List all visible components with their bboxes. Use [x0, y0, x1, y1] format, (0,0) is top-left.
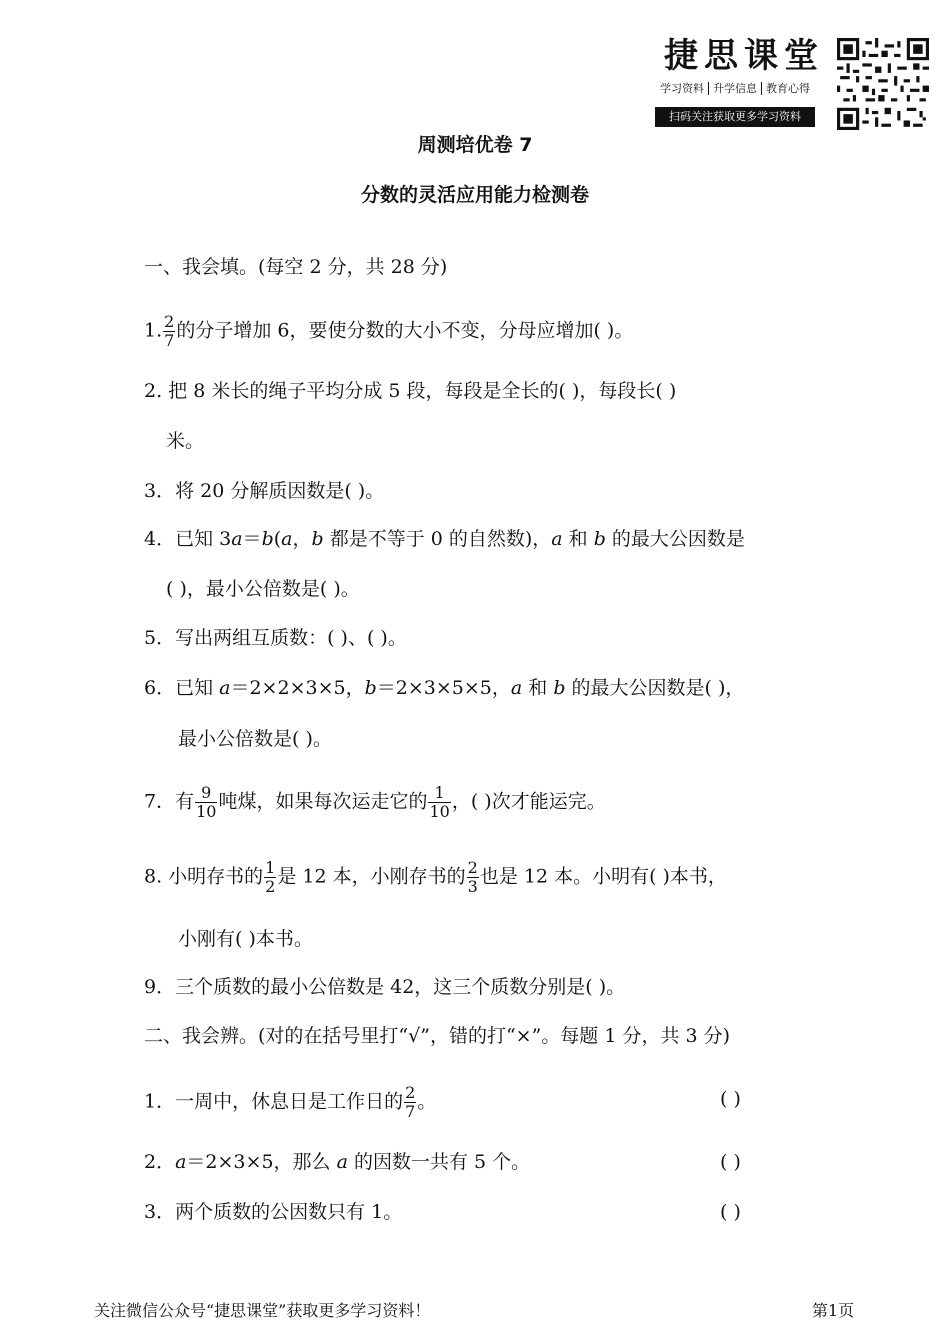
question-8-cont: 小刚有( )本书。 — [178, 928, 313, 950]
section2-heading: 二、我会辨。(对的在括号里打“√”，错的打“×”。每题 1 分，共 3 分) — [144, 1025, 731, 1047]
fraction: $\frac{9}{10}$ — [196, 783, 217, 821]
fraction: $\frac{2}{7}$ — [164, 312, 175, 350]
judge-question-1: 1．一周中，休息日是工作日的 $\frac{2}{7}$ 。 — [144, 1083, 437, 1121]
judge-question-2: 2．a＝2×3×5，那么 a 的因数一共有 5 个。 — [144, 1151, 531, 1173]
question-6: 6．已知 a＝2×2×3×5，b＝2×3×5×5，a 和 b 的最大公因数是( )， — [144, 677, 745, 699]
question-4-cont: ( )，最小公倍数是( )。 — [166, 578, 360, 600]
question-2-cont: 米。 — [166, 430, 205, 452]
brand-tag: 升学信息 — [709, 82, 762, 95]
page-number: 第1页 — [812, 1301, 855, 1320]
section1-heading: 一、我会填。(每空 2 分，共 28 分) — [144, 256, 448, 278]
brand-tags — [656, 80, 814, 96]
question-7: 7．有 $\frac{9}{10}$ 吨煤，如果每次运走它的 $\frac{1}{10}$ ，( )次才能运完。 — [144, 783, 606, 821]
page-subtitle: 分数的灵活应用能力检测卷 — [360, 184, 589, 206]
qr-code-icon — [837, 38, 929, 130]
question-2: 2. 把 8 米长的绳子平均分成 5 段，每段是全长的( )，每段长( ) — [144, 380, 677, 402]
footer-note: 关注微信公众号“捷思课堂”获取更多学习资料！ — [94, 1301, 431, 1320]
answer-paren: ( ) — [720, 1088, 741, 1110]
brand-bar: 扫码关注获取更多学习资料 — [655, 107, 815, 127]
question-3: 3．将 20 分解质因数是( )。 — [144, 480, 385, 502]
fraction: $\frac{2}{3}$ — [467, 858, 478, 896]
question-8: 8. 小明存书的 $\frac{1}{2}$ 是 12 本，小刚存书的 $\frac{2}{3}$ 也是 12 本。小明有( )本书， — [144, 858, 727, 896]
page-title: 周测培优卷 7 — [417, 134, 533, 156]
brand-tag: 学习资料 — [656, 82, 709, 95]
answer-paren: ( ) — [720, 1201, 741, 1223]
fraction: $\frac{1}{10}$ — [429, 783, 450, 821]
question-6-cont: 最小公倍数是( )。 — [178, 728, 332, 750]
fraction: $\frac{1}{2}$ — [265, 858, 276, 896]
question-5: 5．写出两组互质数：( )、( )。 — [144, 627, 407, 649]
brand-logo-title: 捷思课堂 — [664, 36, 824, 76]
question-9: 9．三个质数的最小公倍数是 42，这三个质数分别是( )。 — [144, 976, 626, 998]
question-4: 4．已知 3a＝b(a，b 都是不等于 0 的自然数)，a 和 b 的最大公因数是 — [144, 528, 745, 550]
answer-paren: ( ) — [720, 1151, 741, 1173]
question-1: 1. $\frac{2}{7}$ 的分子增加 6，要使分数的大小不变，分母应增加( )。 — [144, 312, 634, 350]
judge-question-3: 3．两个质数的公因数只有 1。 — [144, 1201, 403, 1223]
fraction: $\frac{2}{7}$ — [405, 1083, 416, 1121]
brand-tag: 教育心得 — [766, 82, 810, 95]
